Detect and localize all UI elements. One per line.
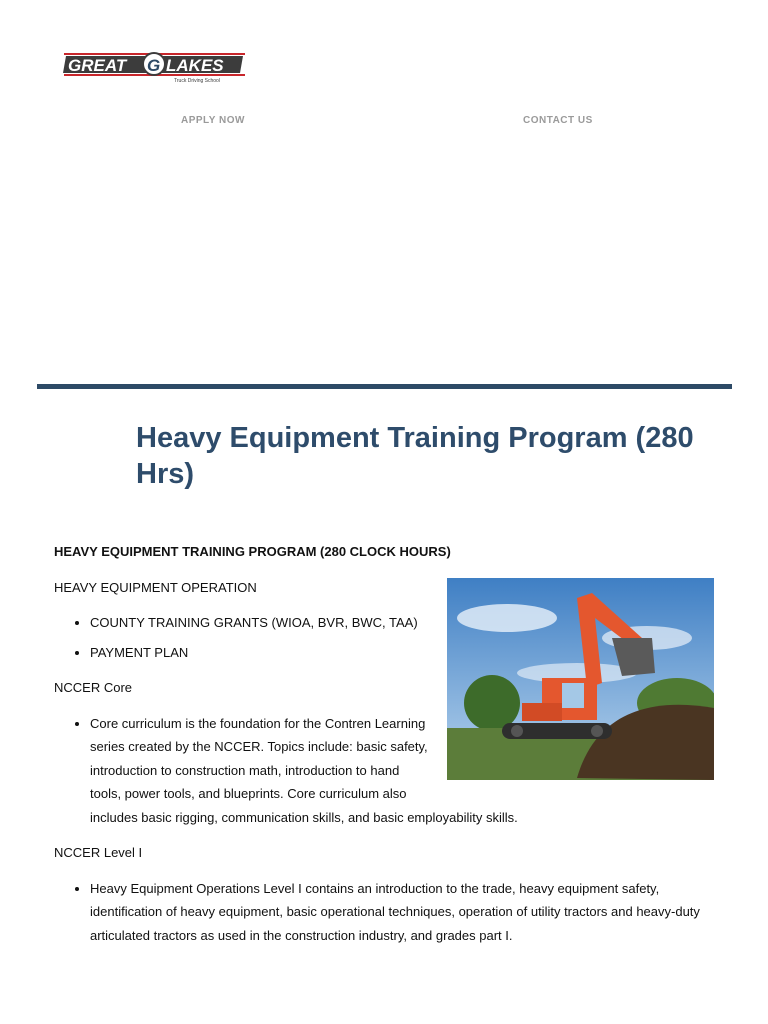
svg-text:GREAT: GREAT <box>68 56 127 75</box>
svg-text:G: G <box>147 56 161 75</box>
operation-heading: HEAVY EQUIPMENT OPERATION <box>54 579 257 595</box>
level1-list <box>54 877 714 948</box>
program-content <box>54 540 714 959</box>
header-divider <box>37 384 732 389</box>
list-item: • COUNTY TRAINING GRANTS (WIOA, BVR, BWC, TAA) <box>90 611 714 635</box>
list-item: • Core curriculum is the foundation for the Contren Learning series created by the NCCER. Topics include: basic safety, introduction to construction math, introduction to hand tools, power tools, and blueprints. Core curriculum also includes basic rigging, communication skills, and basic employability skills. <box>90 712 714 830</box>
core-heading: NCCER Core <box>54 680 133 695</box>
svg-text:LAKES: LAKES <box>166 56 224 75</box>
nav-apply-now[interactable]: APPLY NOW <box>181 115 245 126</box>
excavator-photo <box>447 578 714 780</box>
level1-heading: NCCER Level I <box>54 845 143 860</box>
list-item: • Heavy Equipment Operations Level I contains an introduction to the trade, heavy equipment safety, identification of heavy equipment, basic operational techniques, operation of utility tractors and heavy-duty articulated tractors as used in the construction industry, and grades part I. <box>90 877 714 948</box>
list-item: • PAYMENT PLAN <box>90 641 714 665</box>
svg-text:Truck Driving School: Truck Driving School <box>174 78 220 84</box>
great-lakes-logo[interactable] <box>62 50 247 84</box>
program-heading: HEAVY EQUIPMENT TRAINING PROGRAM (280 CLOCK HOURS) <box>54 544 451 559</box>
page-title: Heavy Equipment Training Program (280 Hrs) <box>136 422 694 490</box>
nav-contact-us[interactable]: CONTACT US <box>523 115 593 126</box>
